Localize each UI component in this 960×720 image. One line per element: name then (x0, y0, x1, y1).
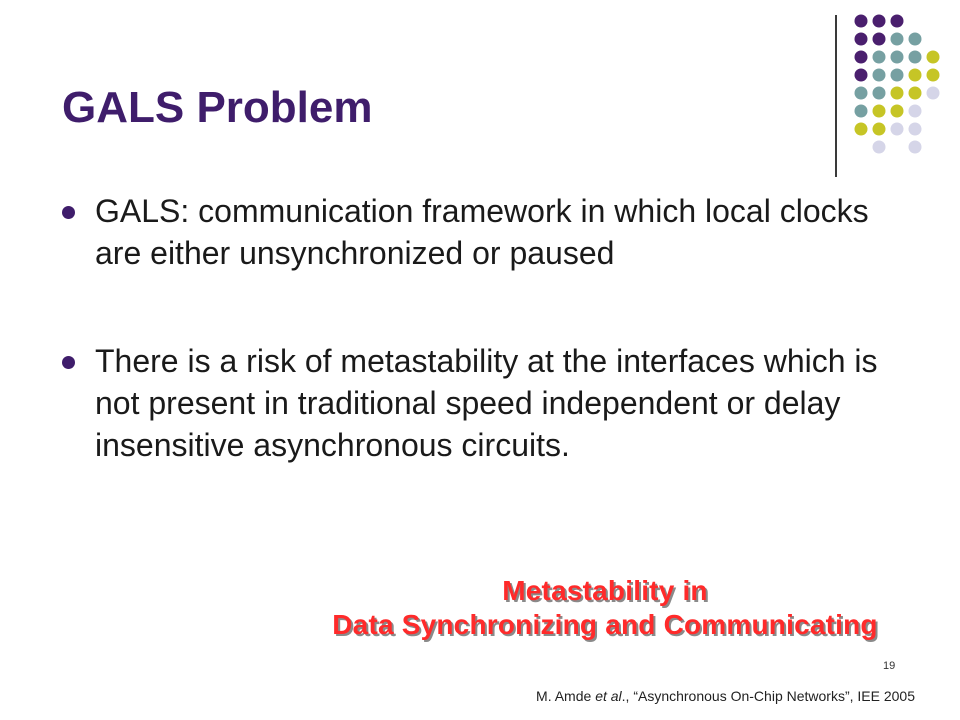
decorative-dot (855, 123, 868, 136)
vertical-divider-line (835, 15, 837, 177)
callout-line-1: Metastability in (502, 575, 708, 606)
decorative-dot (909, 87, 922, 100)
decorative-dot (891, 123, 904, 136)
bullet-list (62, 190, 902, 466)
decorative-dot (927, 69, 940, 82)
citation-rest: ., “Asynchronous On-Chip Networks”, IEE 2005 (621, 688, 915, 704)
decorative-dot (873, 15, 886, 28)
decorative-dot (909, 33, 922, 46)
bullet-item (62, 190, 902, 274)
decorative-dot (873, 51, 886, 64)
decorative-dot (891, 87, 904, 100)
decorative-dot (891, 105, 904, 118)
decorative-dot (909, 105, 922, 118)
decorative-dot (855, 105, 868, 118)
decorative-dot (891, 33, 904, 46)
decorative-dot (873, 141, 886, 154)
citation-etal: et al (595, 688, 622, 704)
metastability-callout (250, 574, 960, 642)
decorative-dot (855, 69, 868, 82)
decorative-dot (909, 123, 922, 136)
decorative-dot (855, 15, 868, 28)
decorative-dot (873, 33, 886, 46)
decorative-dot (891, 51, 904, 64)
decorative-dot (873, 87, 886, 100)
bullet-item (62, 340, 902, 466)
decorative-dot (909, 141, 922, 154)
decorative-dot (855, 33, 868, 46)
decorative-dot (909, 69, 922, 82)
decorative-dot (927, 87, 940, 100)
decorative-dot (855, 87, 868, 100)
decorative-dot (909, 51, 922, 64)
bullet-text: GALS: communication framework in which local clocks are either unsynchronized or paused (95, 193, 869, 271)
decorative-dot (873, 105, 886, 118)
slide-title: GALS Problem (62, 83, 373, 132)
decorative-dot (873, 69, 886, 82)
page-number: 19 (883, 660, 896, 672)
bullet-text: There is a risk of metastability at the interfaces which is not present in traditional speed independent or delay insensitive asynchronous circuits. (95, 343, 878, 463)
decorative-dot (873, 123, 886, 136)
bullet-dot-icon (62, 356, 75, 369)
callout-line-2: Data Synchronizing and Communicating (332, 609, 878, 640)
decorative-dot (891, 69, 904, 82)
decorative-dot (855, 51, 868, 64)
decorative-dot (927, 51, 940, 64)
bullet-dot-icon (62, 206, 75, 219)
citation-author: M. Amde (536, 688, 596, 704)
decorative-dot (891, 15, 904, 28)
citation (470, 688, 915, 704)
